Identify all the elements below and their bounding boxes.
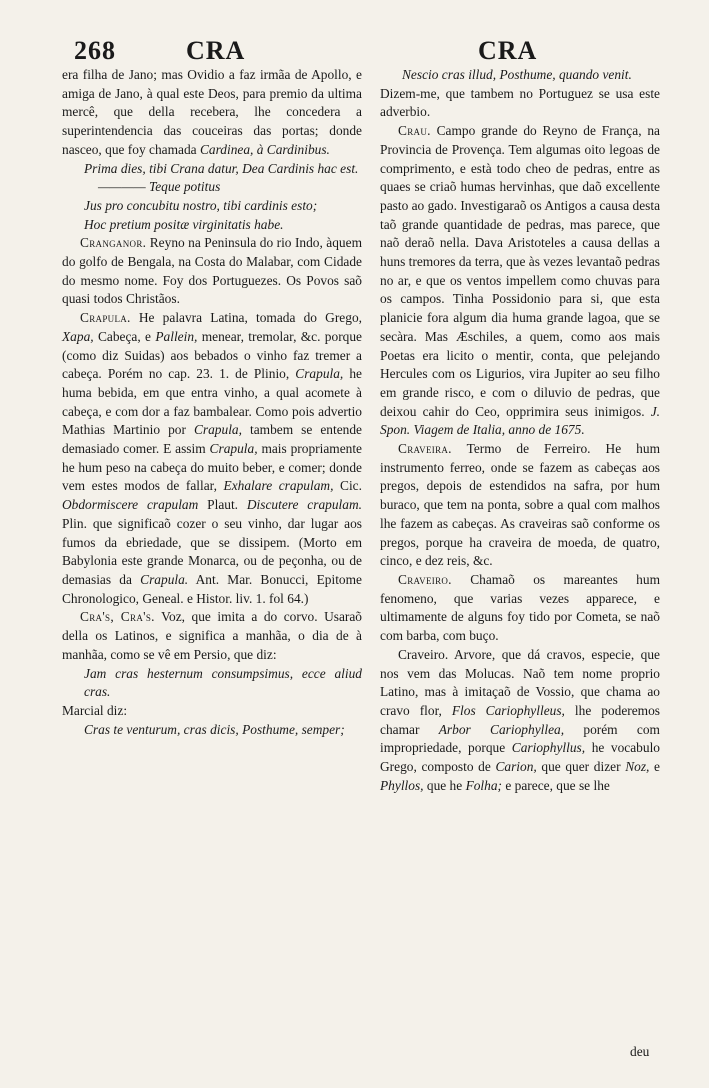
verse-line: Hoc pretium positæ virginitatis habe. [84, 216, 284, 232]
translated-word: Folha; [465, 777, 503, 793]
entry-cranganor [62, 234, 362, 309]
entry-text: Cic. [340, 478, 362, 494]
entry-craveiro [380, 571, 660, 646]
entry-text: he vocabulo Grego, composto de [380, 740, 660, 775]
paragraph-crana [62, 66, 362, 160]
marcial-line: Marcial diz: [62, 702, 128, 718]
entry-headword: Crau. [398, 123, 431, 139]
entry-text: Craveiro. Arvore, que dá cravos, especie, que nos vem das Molucas. Naõ tem nome proprio Latino, mas à imitaçaõ de Vossio, que chama ao cravo flor, [380, 646, 660, 718]
greek-word: Xapa, [62, 328, 94, 344]
latin-word: Cariophyllus, [511, 740, 586, 756]
entry-crau [380, 122, 660, 440]
entry-text: Reyno na Peninsula do rio Indo, àquem do golfo de Bengala, na Costa do Malabar, com Cidade do mesmo nome. Foy dos Portuguezes. Os Povos saõ quasi todos Christãos. [62, 235, 362, 307]
entry-text: Plin. que significaõ cozer o seu vinho, dar lugar aos fumos da ebriedade, que se dissipem. (Morto em Babylonia este grande Monarca, ou de peçonha, ou de demasias da [62, 515, 362, 587]
latin-phrase: Arbor Cariophyllea, [438, 721, 565, 737]
verse-line: Prima dies, tibi Crana datur, Dea Cardinis hac est. [84, 160, 359, 176]
paragraph-dizem: Dizem-me, que tambem no Portuguez se usa este adverbio. [380, 85, 660, 120]
entry-text: e parece, que se lhe [505, 777, 610, 793]
entry-text: e [654, 759, 660, 775]
catchword: deu [630, 1044, 650, 1059]
entry-craveira [380, 440, 660, 571]
verse-line: Jam cras hesternum consumpsimus, ecce aliud cras. [84, 665, 362, 700]
verse-line: ———— Teque potitus [98, 179, 221, 195]
entry-text: lhe poderemos chamar [380, 702, 661, 737]
entry-text: tambem se entende demasiado comer. E assim [62, 422, 363, 457]
entry-text: Voz, que imita a do corvo. Usaraõ della os Latinos, e significa a manhãa, o dia de à manhãa, como se vê em Persio, que diz: [62, 609, 362, 662]
latin-phrase: Flos Cariophylleus, [451, 702, 565, 718]
entry-text: he huma bebida, em que entra vinho, a qual acomete à cabeça, e com dor a faz bambalear. Como pois advertio Mathias Martinio por [62, 366, 362, 438]
entry-text: Campo grande do Reyno de França, na Provincia de Provença. Tem algumas oito legoas de comprimento, e està todo cheo de pedras, entre as quaes se criaõ humas hervinhas, que daõ excellente pasto ao gado. Investigaraõ os Antigos a causa desta taõ grande quantidade de pedras, mas parece, que naõ deraõ nella. Dava Aristoteles a causa dellas a huns tremores da terra, que às vezes levantaõ pedras no ar, e que os ventos impellem como chuvas para os campos. Tinha Possidonio para si, que esta planicie fora algum dia huma grande lagoa, que se secàra. Mas Æschiles, a quem, como aos mais Poetas era licito o mentir, conta, que pelejando Hercules com os Ligurios, vira Jupiter ao seu filho em grande risco, e com o diluvio de pedras, que deixou cahir do Ceo, opprimira seus inimigos. [380, 123, 661, 419]
running-head-right: CRA [478, 36, 538, 65]
greek-word: Pallein, [155, 328, 198, 344]
verse-line: Nescio cras illud, Posthume, quando venit. [402, 67, 632, 82]
latin-word: Crapula, [209, 441, 258, 457]
entry-text: que he [426, 777, 463, 793]
left-column [62, 66, 362, 739]
entry-headword: Cranganor. [80, 235, 147, 251]
entry-cras [62, 608, 362, 664]
entry-text: Chamaõ os mareantes hum fenomeno, que varias vezes apparece, e ultimamente de alguns foy tido por Cometa, se naõ com barba, com buço. [380, 571, 660, 644]
entry-text: Cabeça, e [97, 328, 151, 344]
greek-word: Carion, [495, 759, 537, 775]
crana-text: era filha de Jano; mas Ovidio a faz irmãa de Apollo, e amiga de Jano, à qual este Deos, para premio da ultima mercê, que della recebera, lhe concedera a superintendencia das couceiras das portas; donde nasceo, que foy chamada [62, 67, 362, 157]
latin-word: Crapula. [140, 571, 189, 587]
entry-text: Termo de Ferreiro. He hum instrumento ferreo, onde se fazem as cabeças aos pregos, depois de estendidos na safra, por hum buraco, que tem na ponta, sobre a qual com malhos lhe fazem as cabeças. As craveiras saõ conforme os pregos, porque ha craveira de moeda, de quatro, cinco, e dez reis, &c. [380, 441, 660, 569]
latin-phrase: Exhalare crapulam, [223, 478, 334, 494]
latin-phrase: Discutere crapulam. [246, 497, 362, 513]
translated-word: Noz, [625, 759, 650, 775]
entry-text: Ant. Mar. Bonucci, Epitome Chronologico, Geneal. e Histor. liv. 1. fol 64.) [62, 571, 362, 606]
entry-headword: Craveiro. [398, 571, 452, 587]
entry-headword: Crapula. [80, 310, 131, 326]
entry-text: menear, tremolar, &c. porque (como diz Suidas) aos bebados o vinho faz tremer a cabeça. Porém no cap. 23. 1. de Plinio, [62, 328, 362, 382]
greek-word: Phyllos, [380, 777, 424, 793]
entry-headword: Craveira. [398, 441, 452, 457]
entry-text: porém com impropriedade, porque [380, 721, 660, 756]
entry-craveiro-arvore [380, 646, 660, 796]
entry-text: Plaut. [207, 497, 239, 513]
verse-line: Cras te venturum, cras dicis, Posthume, semper; [84, 721, 345, 737]
entry-crapula [62, 309, 362, 608]
latin-word: Crapula, [193, 422, 242, 438]
right-column [380, 66, 660, 795]
entry-text: mais propriamente he hum peso na cabeça do muito beber, e comer; donde vem estes modos de fallar, [62, 441, 362, 494]
entry-reference: J. Spon. Viagem de Italia, anno de 1675. [380, 403, 660, 438]
entry-headword: Cra's, Cra's. [80, 609, 155, 625]
crana-italic: Cardinea, à Cardinibus. [199, 141, 330, 157]
verse-line: Jus pro concubitu nostro, tibi cardinis esto; [84, 197, 318, 213]
entry-text: He palavra Latina, tomada do Grego, [138, 310, 362, 326]
entry-text: que quer dizer [541, 759, 621, 775]
latin-word: Crapula, [295, 366, 344, 382]
latin-phrase: Obdormiscere crapulam [62, 497, 199, 513]
page-number: 268 [74, 36, 116, 65]
running-head-left: CRA [186, 36, 246, 65]
